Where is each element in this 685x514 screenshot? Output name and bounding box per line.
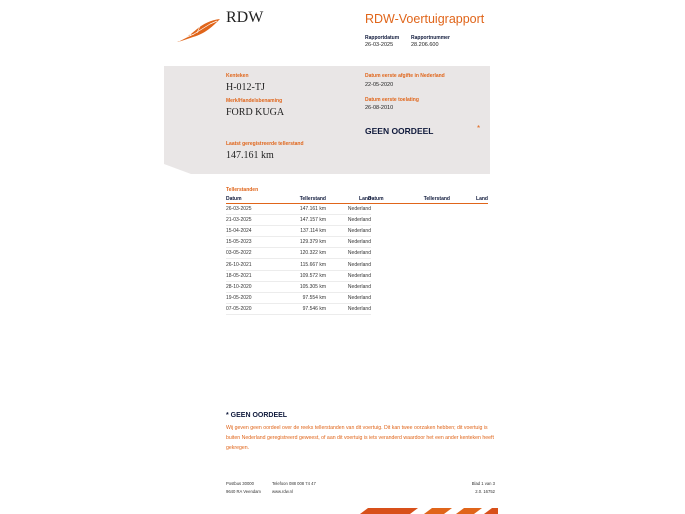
row-country: Nederland	[326, 303, 371, 314]
report-date-label: Rapportdatum	[365, 35, 400, 41]
row-reading: 97.554 km	[274, 292, 326, 303]
footer-code: 2.0. 16752	[475, 489, 495, 494]
row-date: 18-05-2021	[226, 270, 274, 281]
rdw-logo-icon	[175, 17, 221, 43]
odometer-table-right	[368, 195, 488, 204]
table-row	[226, 281, 371, 292]
row-country: Nederland	[326, 270, 371, 281]
first-nl-value: 22-05-2020	[365, 82, 394, 88]
row-country: Nederland	[326, 204, 371, 215]
table-row	[226, 215, 371, 226]
column-header-date: Datum	[226, 195, 274, 204]
section-title: Tellerstanden	[226, 187, 259, 193]
row-country: Nederland	[326, 215, 371, 226]
odometer-value: 147.161 km	[226, 150, 274, 161]
make-value: FORD KUGA	[226, 107, 285, 118]
row-reading: 97.546 km	[274, 303, 326, 314]
row-country: Nederland	[326, 259, 371, 270]
footer-phone: Telefoon 088 008 74 47	[272, 481, 316, 486]
plate-label: Kenteken	[226, 73, 249, 79]
row-reading: 147.157 km	[274, 215, 326, 226]
row-date: 28-10-2020	[226, 281, 274, 292]
table-row	[226, 303, 371, 314]
footer-page: Blad 1 van 3	[471, 481, 495, 486]
row-reading: 105.305 km	[274, 281, 326, 292]
table-row	[226, 226, 371, 237]
make-label: Merk/Handelsbenaming	[226, 98, 283, 104]
first-admission-label: Datum eerste toelating	[365, 97, 419, 103]
row-reading: 115.667 km	[274, 259, 326, 270]
report-date-value: 26-03-2025	[365, 42, 394, 48]
row-reading: 109.572 km	[274, 270, 326, 281]
first-admission-value: 26-08-2010	[365, 105, 394, 111]
row-country: Nederland	[326, 248, 371, 259]
decorative-stripes-icon	[360, 508, 498, 514]
row-country: Nederland	[326, 292, 371, 303]
footer-city: 9640 RA Veendam	[226, 489, 261, 494]
note-text: Wij geven geen oordeel over de reeks tellerstanden van dit voertuig. Dit kan twee oorzaken hebben; dit voertuig is buiten Nederland geregistreerd geweest, of aan dit voertuig is iets veranderd waardoor het een ander kenteken heeft gekregen.	[226, 425, 494, 451]
table-row	[226, 270, 371, 281]
row-reading: 129.379 km	[274, 237, 326, 248]
report-number-value: 28.206.600	[411, 42, 439, 48]
table-row	[226, 248, 371, 259]
row-date: 21-03-2025	[226, 215, 274, 226]
odometer-table-left	[226, 195, 371, 315]
column-header-country: Land	[326, 195, 371, 204]
verdict-marker: *	[477, 124, 481, 133]
row-country: Nederland	[326, 237, 371, 248]
vehicle-summary-panel	[164, 66, 490, 174]
row-date: 15-05-2023	[226, 237, 274, 248]
row-country: Nederland	[326, 226, 371, 237]
first-nl-label: Datum eerste afgifte in Nederland	[365, 73, 445, 79]
column-header-country: Land	[450, 195, 488, 204]
table-row	[226, 259, 371, 270]
column-header-reading: Tellerstand	[274, 195, 326, 204]
table-row	[226, 292, 371, 303]
table-row	[226, 204, 371, 215]
table-row	[226, 237, 371, 248]
row-date: 15-04-2024	[226, 226, 274, 237]
row-date: 19-05-2020	[226, 292, 274, 303]
footer-postbox: Postbus 30000	[226, 481, 254, 486]
row-date: 26-10-2021	[226, 259, 274, 270]
verdict-text: GEEN OORDEEL	[365, 126, 434, 136]
row-reading: 147.161 km	[274, 204, 326, 215]
column-header-reading: Tellerstand	[410, 195, 450, 204]
brand-name: RDW	[226, 9, 264, 26]
odometer-label: Laatst geregistreerde tellerstand	[226, 141, 304, 147]
row-date: 26-03-2025	[226, 204, 274, 215]
row-reading: 120.322 km	[274, 248, 326, 259]
row-country: Nederland	[326, 281, 371, 292]
row-date: 07-05-2020	[226, 303, 274, 314]
column-header-date: Datum	[368, 195, 410, 204]
plate-value: H-012-TJ	[226, 82, 265, 93]
report-number-label: Rapportnummer	[411, 35, 450, 41]
footer-website[interactable]: www.rdw.nl	[272, 489, 293, 494]
row-date: 03-05-2022	[226, 248, 274, 259]
document-title: RDW-Voertuigrapport	[365, 12, 485, 26]
note-title: * GEEN OORDEEL	[226, 412, 288, 419]
row-reading: 137.114 km	[274, 226, 326, 237]
